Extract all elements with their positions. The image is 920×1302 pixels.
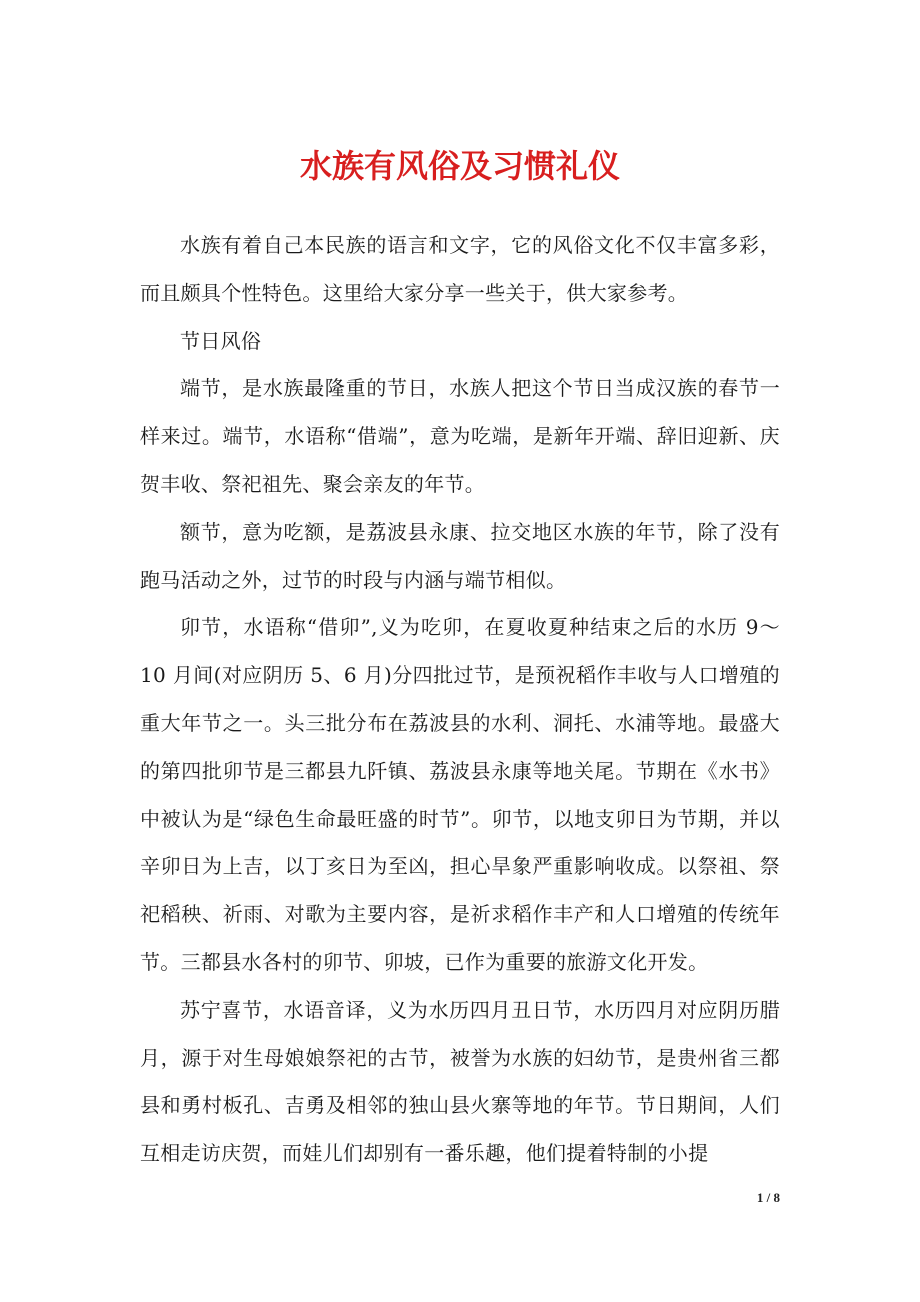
paragraph-duan-festival: 端节，是水族最隆重的节日，水族人把这个节日当成汉族的春节一样来过。端节，水语称“借端”，意为吃端，是新年开端、辞旧迎新、庆贺丰收、祭祀祖先、聚会亲友的年节。	[140, 376, 780, 496]
document-body	[140, 222, 780, 1178]
paragraph-suningxi-festival: 苏宁喜节，水语音译，义为水历四月丑日节，水历四月对应阴历腊月，源于对生母娘娘祭祀的古节，被誉为水族的妇幼节，是贵州省三都县和勇村板孔、吉勇及相邻的独山县火寨等地的年节。节日期间，人们互相走访庆贺，而娃儿们却别有一番乐趣，他们提着特制的小提	[140, 997, 780, 1166]
paragraph-e-festival: 额节，意为吃额，是荔波县永康、拉交地区水族的年节，除了没有跑马活动之外，过节的时段与内涵与端节相似。	[140, 519, 780, 592]
paragraph-intro: 水族有着自己本民族的语言和文字，它的风俗文化不仅丰富多彩，而且颇具个性特色。这里给大家分享一些关于，供大家参考。	[140, 233, 780, 305]
document-title: 水族有风俗及习惯礼仪	[299, 147, 620, 185]
page-indicator: 1 / 8	[756, 1190, 780, 1205]
section-heading-festival-customs: 节日风俗	[180, 328, 262, 353]
paragraph-mao-festival: 卯节，水语称“借卯”,义为吃卯，在夏收夏种结束之后的水历 9～10 月间(对应阴历 5、6 月)分四批过节，是预祝稻作丰收与人口增殖的重大年节之一。头三批分布在荔波县的水利、洞托、水浦等地。最盛大的第四批卯节是三都县九阡镇、荔波县永康等地关尾。节期在《水书》中被认为是“绿色生命最旺盛的时节”。卯节，以地支卯日为节期，并以辛卯日为上吉，以丁亥日为至凶，担心旱象严重影响收成。以祭祖、祭祀稻秧、祈雨、对歌为主要内容，是祈求稻作丰产和人口增殖的传统年节。三都县水各村的卯节、卯坡，已作为重要的旅游文化开发。	[140, 615, 780, 974]
